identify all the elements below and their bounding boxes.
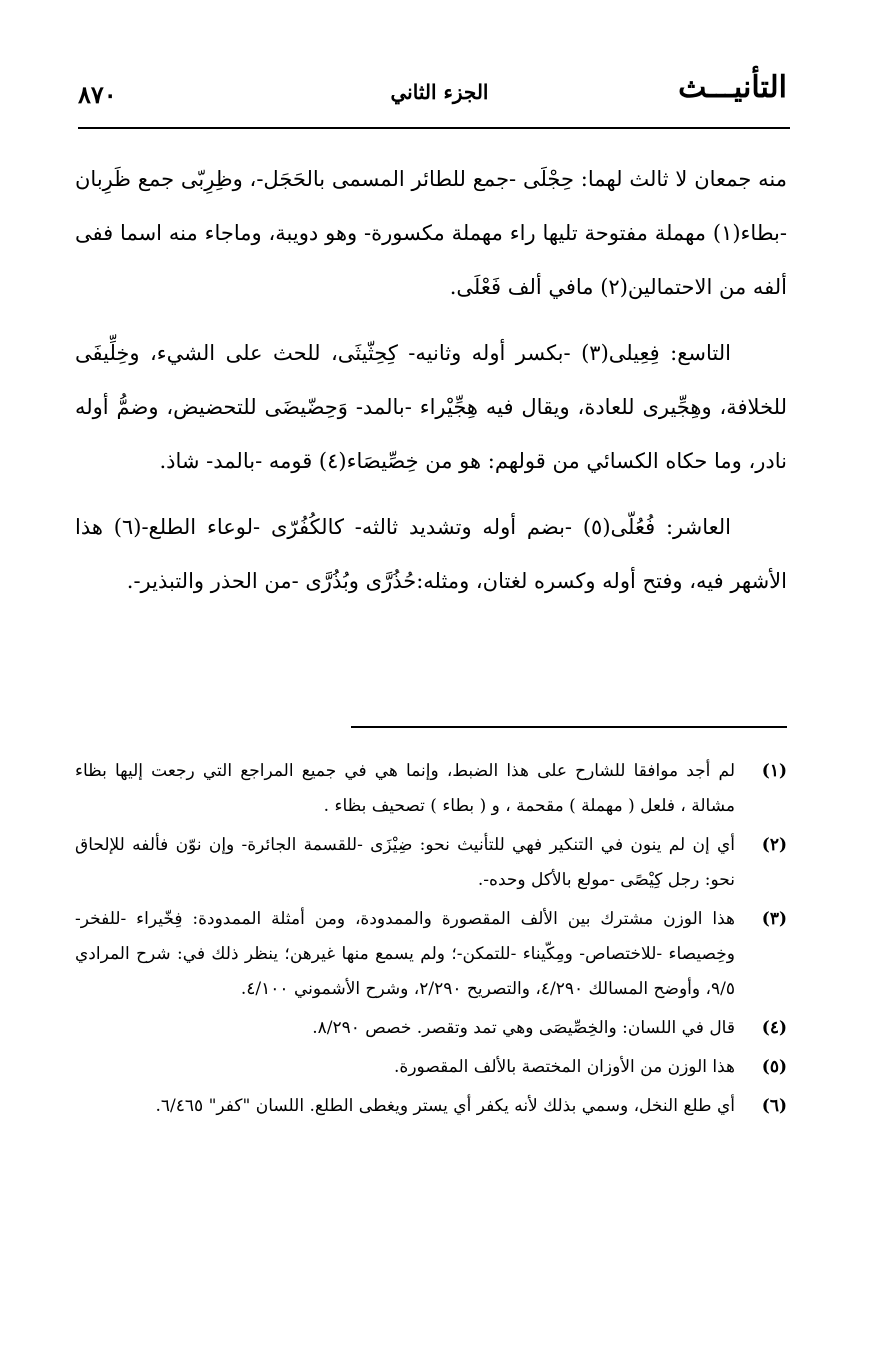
footnote-text: أي طلع النخل، وسمي بذلك لأنه يكفر أي يستر ويغطى الطلع. اللسان "كفر" ٦/٤٦٥. <box>155 1096 735 1116</box>
header-rule <box>78 127 790 129</box>
body-paragraph: التاسع: فِعِيلى(٣) -بكسر أوله وثانيه- كِحِثّيثَى، للحث على الشيء، وخِلِّيفَى للخلافة، وهِجِّيرى للعادة، ويقال فيه هِجِّيْراء -بالمد- وَحِضّيضَى للتحضيض، وضمُّ أوله نادر، وما حكاه الكسائي من قولهم: هو من خِصِّيصَاء(٤) قومه -بالمد- شاذ. <box>75 341 787 473</box>
part-title: الجزء الثاني <box>390 80 489 104</box>
footnote-text: لم أجد موافقا للشارح على هذا الضبط، وإنما هي في جميع المراجع التي رجعت إليها بظاء مشالة ، فلعل ( مهملة ) مقحمة ، و ( بطاء ) تصحيف بظاء . <box>75 761 735 816</box>
footnote-number: (٥) <box>761 1057 787 1077</box>
footnote <box>75 1089 787 1124</box>
footnote-separator <box>351 726 787 728</box>
footnote-number: (١) <box>761 761 787 781</box>
footnote <box>75 902 787 1007</box>
footnotes <box>75 754 787 1128</box>
body-paragraph: منه جمعان لا ثالث لهما: حِجْلَى -جمع للطائر المسمى بالحَجَل-، وظِرِبّى جمع ظَرِبان -بطاء(١) مهملة مفتوحة تليها راء مهملة مكسورة- وهو دويبة، وماجاء منه اسما ففى ألفه من الاحتمالين(٢) مافي ألف فَعْلَى. <box>75 167 787 299</box>
footnote-text: قال في اللسان: والخِصِّيصَى وهي تمد وتقصر. خصص ٨/٢٩٠. <box>312 1018 735 1038</box>
body-paragraph: العاشر: فُعُلّى(٥) -بضم أوله وتشديد ثالثه- كالكُفُرّى -لوعاء الطلع-(٦) هذا الأشهر فيه، وفتح أوله وكسره لغتان، ومثله:حُذُرَّى وبُذُرَّى -من الحذر والتبذير-. <box>75 515 787 593</box>
main-text <box>75 152 787 620</box>
footnote-number: (٣) <box>761 909 787 929</box>
footnote-text: هذا الوزن مشترك بين الألف المقصورة والممدودة، ومن أمثلة الممدودة: فِخّيراء -للفخر- وخِصيصاء -للاختصاص- ومِكّيناء -للتمكن-؛ ولم يسمع منها غيرهن؛ ينظر ذلك في: شرح المرادي ٩/٥، وأوضح المسالك ٤/٢٩٠، والتصريح ٢/٢٩٠، وشرح الأشموني ٤/١٠٠. <box>75 909 735 999</box>
footnote <box>75 754 787 824</box>
footnote-number: (٦) <box>761 1096 787 1116</box>
footnote <box>75 1050 787 1085</box>
footnote-number: (٤) <box>761 1018 787 1038</box>
footnote <box>75 828 787 898</box>
footnote-number: (٢) <box>761 835 787 855</box>
footnote <box>75 1011 787 1046</box>
footnote-text: هذا الوزن من الأوزان المختصة بالألف المقصورة. <box>394 1057 735 1077</box>
page-number: ٨٧٠ <box>78 80 117 109</box>
footnote-text: أي إن لم ينون في التنكير فهي للتأنيث نحو: ضِيْزَى -للقسمة الجائرة- وإن نوّن فألفه للإلحاق نحو: رجل كِيْصًى -مولع بالأكل وحده-. <box>75 835 735 890</box>
running-title: التأنيـــث <box>678 70 787 105</box>
